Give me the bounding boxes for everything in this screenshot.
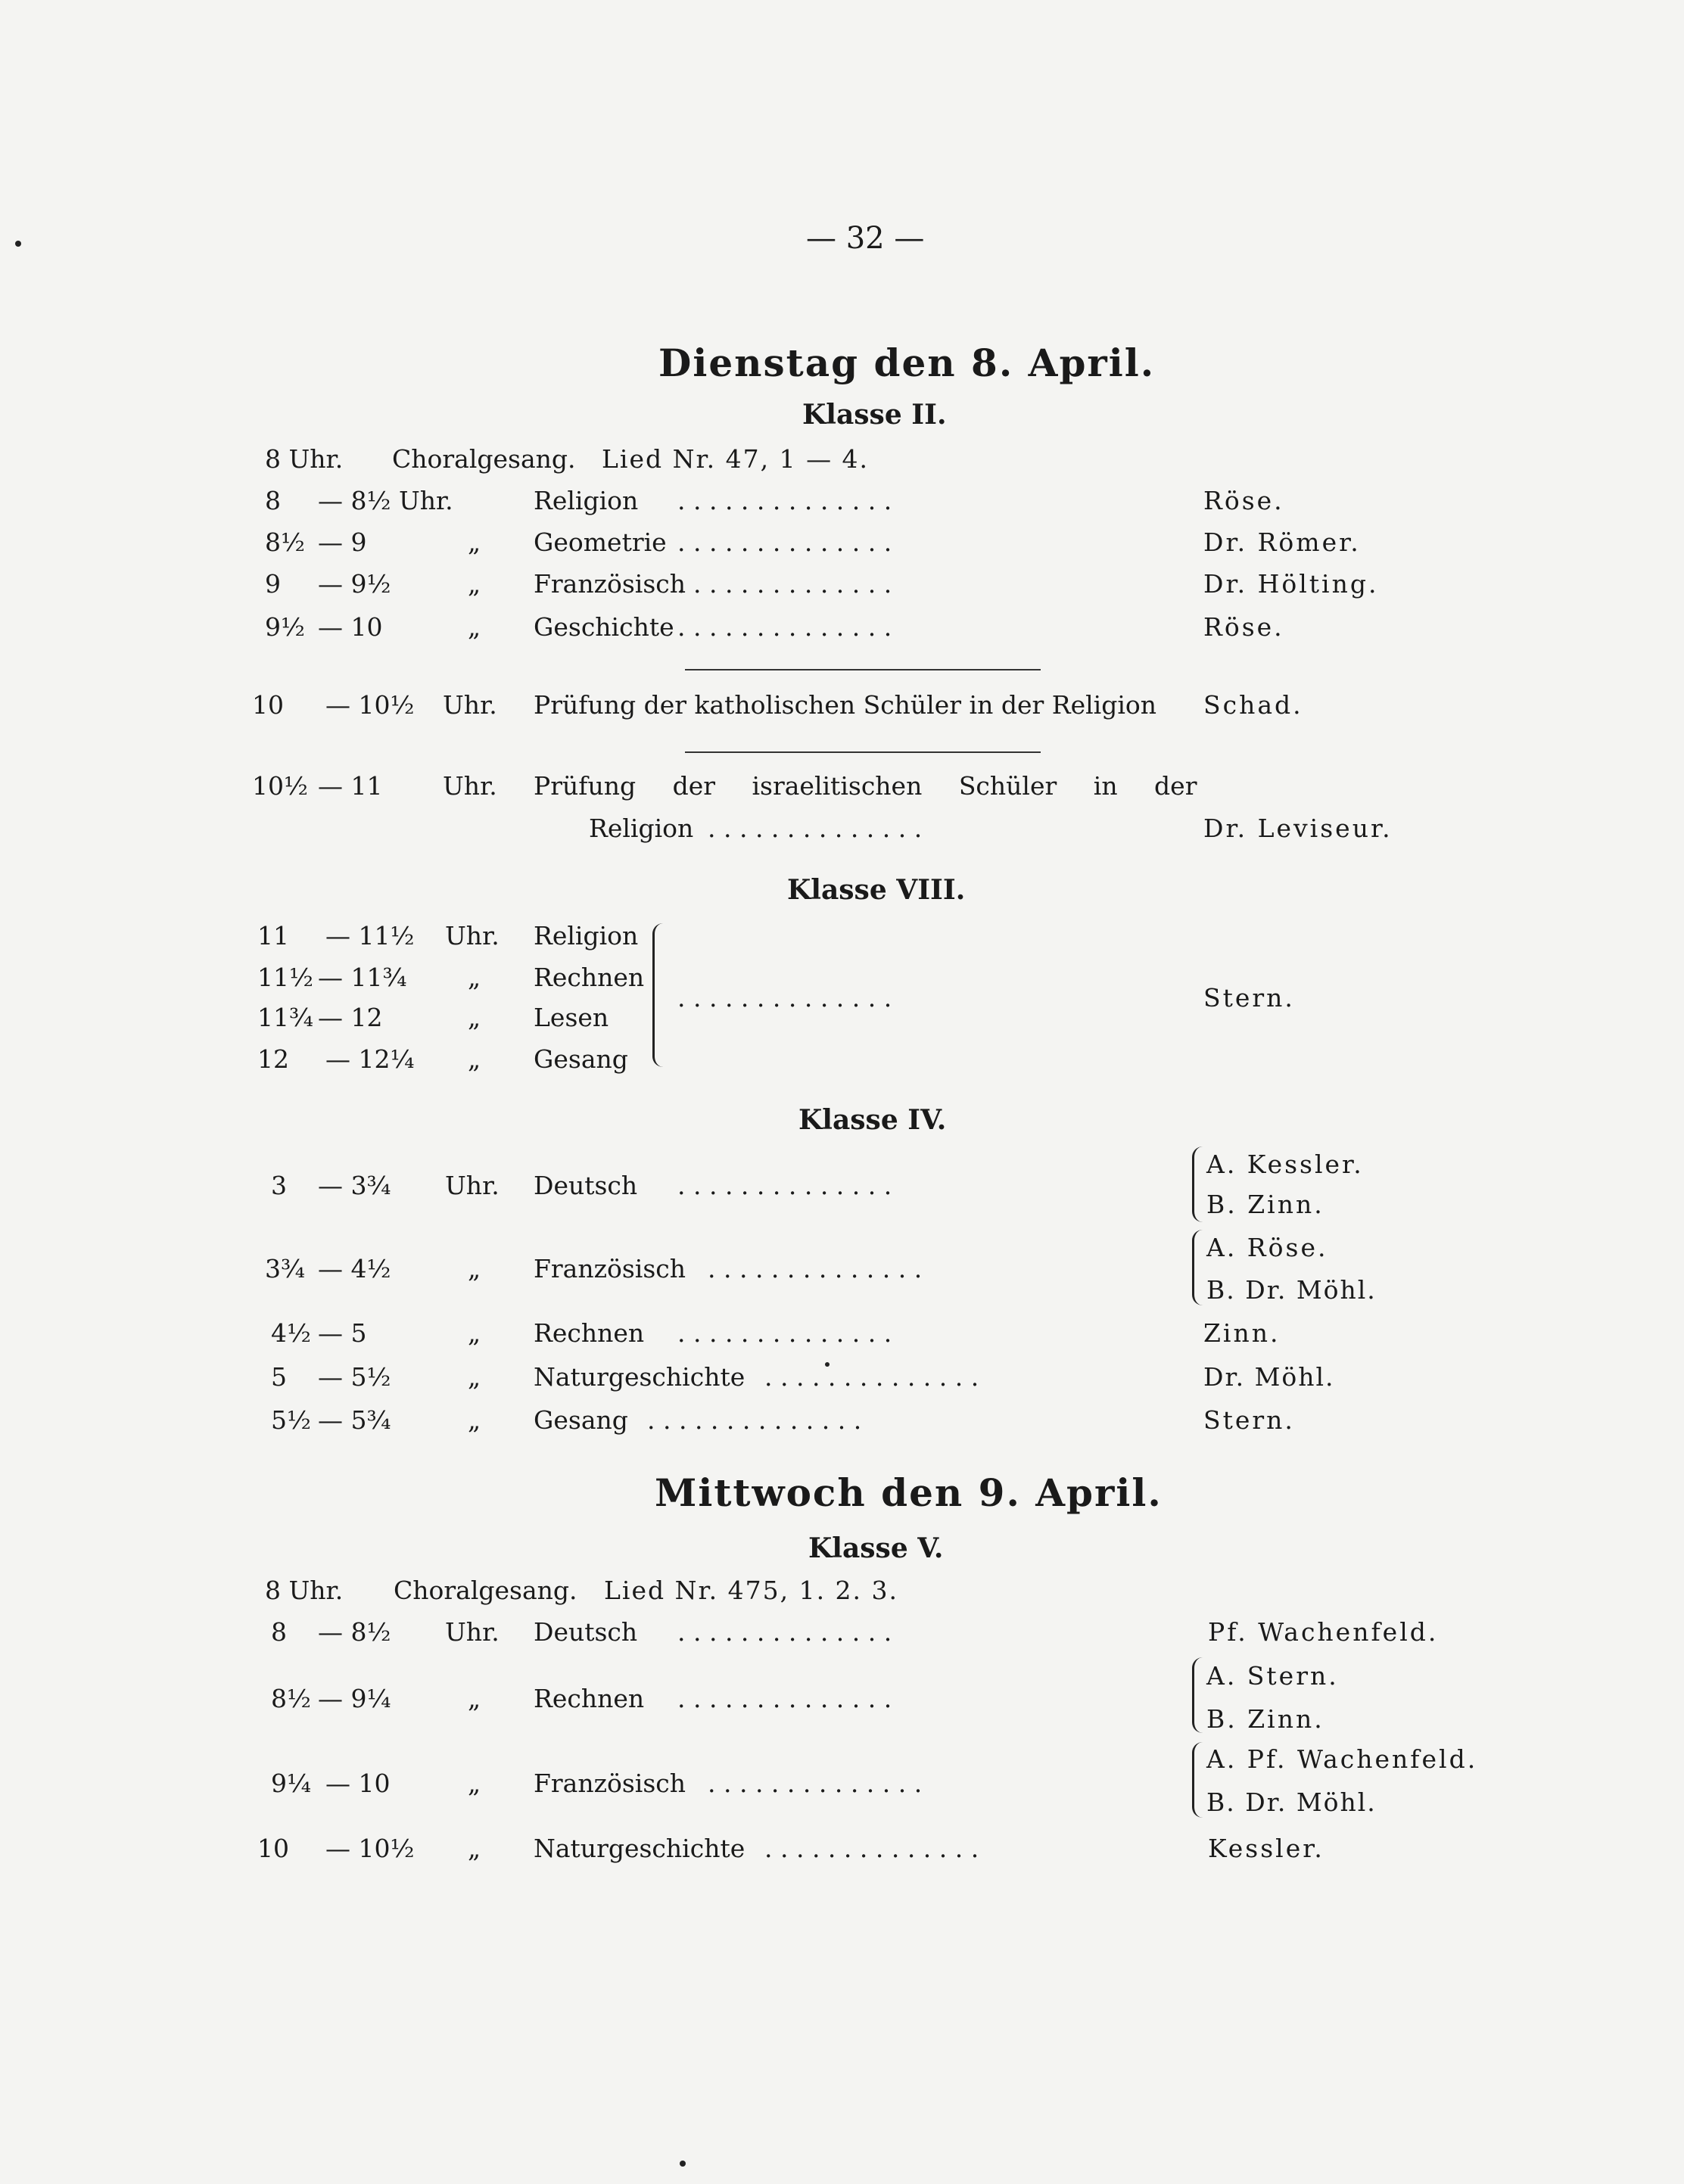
time-to: — 11¾ <box>318 963 407 992</box>
time-from: 8½ <box>271 1684 311 1713</box>
time-from: 8 Uhr. <box>265 444 344 474</box>
time-unit: „ <box>468 612 481 642</box>
time-unit: „ <box>468 1318 481 1348</box>
time-unit: „ <box>468 1003 481 1032</box>
teacher-group-b: B. Zinn. <box>1206 1704 1324 1734</box>
klasse-heading: Klasse VIII. <box>787 874 966 906</box>
time-from: 10½ <box>252 771 308 801</box>
time-from: 3 <box>271 1171 287 1200</box>
dot-leader: . . . . . . . . . . . . . . <box>677 527 892 557</box>
teacher-group-a: A. Röse. <box>1206 1233 1328 1262</box>
hymn-reference: Lied Nr. 47, 1 — 4. <box>602 444 870 474</box>
teacher: Stern. <box>1203 1405 1295 1435</box>
teacher: Zinn. <box>1203 1318 1281 1348</box>
teacher-brace <box>1192 1230 1203 1305</box>
time-from: 9½ <box>265 612 305 642</box>
teacher: Dr. Römer. <box>1203 527 1361 557</box>
teacher-group-a: A. Stern. <box>1206 1661 1339 1691</box>
page-number: — 32 — <box>806 221 925 256</box>
day-heading-dienstag: Dienstag den 8. April. <box>658 341 1156 385</box>
time-to: — 12¼ <box>325 1044 415 1074</box>
dot-leader: . . . . . . . . . . . . . . <box>677 983 892 1013</box>
subject: Französisch <box>534 569 686 599</box>
subject: Deutsch <box>534 1617 638 1647</box>
time-to: — 3¾ <box>318 1171 391 1200</box>
teacher: Röse. <box>1203 486 1284 515</box>
teacher-group-a: A. Pf. Wachenfeld. <box>1206 1744 1478 1774</box>
time-from: 8½ <box>265 527 305 557</box>
dot-leader: . . . . . . . . . . . . . . <box>677 612 892 642</box>
time-from: 11¾ <box>257 1003 313 1032</box>
subject: Geschichte <box>534 612 674 642</box>
time-to: — 10½ <box>325 1834 415 1863</box>
subject: Choralgesang. <box>394 1576 577 1605</box>
subject: Naturgeschichte <box>534 1834 746 1863</box>
time-to: — 10 <box>318 612 383 642</box>
time-to: — 5¾ <box>318 1405 391 1435</box>
subject: Französisch <box>534 1254 686 1283</box>
time-to: — 8½ Uhr. <box>318 486 453 515</box>
time-to: — 9 <box>318 527 367 557</box>
teacher-brace <box>1192 1742 1203 1818</box>
teacher: Dr. Leviseur. <box>1203 814 1393 843</box>
teacher: Röse. <box>1203 612 1284 642</box>
ink-speck <box>15 241 21 247</box>
time-from: 8 <box>271 1617 287 1647</box>
time-unit: „ <box>468 1044 481 1074</box>
time-to: — 8½ <box>318 1617 391 1647</box>
time-unit: „ <box>468 527 481 557</box>
teacher: Schad. <box>1203 690 1303 720</box>
subject: Lesen <box>534 1003 609 1032</box>
time-unit: „ <box>468 1405 481 1435</box>
dot-leader: . . . . . . . . . . . . . . <box>708 814 923 843</box>
dot-leader: . . . . . . . . . . . . . . <box>764 1362 979 1392</box>
teacher: Dr. Möhl. <box>1203 1362 1335 1392</box>
subject: Naturgeschichte <box>534 1362 746 1392</box>
time-unit: „ <box>468 1362 481 1392</box>
time-unit: „ <box>468 569 481 599</box>
time-from: 11 <box>257 921 289 950</box>
time-unit: „ <box>468 1684 481 1713</box>
time-to: — 10 <box>325 1769 391 1798</box>
group-brace <box>652 923 667 1067</box>
teacher-group-b: B. Dr. Möhl. <box>1206 1275 1377 1305</box>
time-unit: „ <box>468 1254 481 1283</box>
time-from: 10 <box>257 1834 289 1863</box>
subject: Religion <box>534 921 639 950</box>
klasse-heading: Klasse IV. <box>798 1104 947 1136</box>
teacher-group-b: B. Dr. Möhl. <box>1206 1787 1377 1817</box>
dot-leader: . . . . . . . . . . . . . . <box>677 1171 892 1200</box>
subject: Religion <box>534 486 639 515</box>
time-unit: Uhr. <box>445 921 500 950</box>
time-from: 12 <box>257 1044 289 1074</box>
dot-leader: . . . . . . . . . . . . . . <box>708 1769 923 1798</box>
teacher: Dr. Hölting. <box>1203 569 1379 599</box>
time-from: 5½ <box>271 1405 311 1435</box>
dot-leader: . . . . . . . . . . . . . . <box>647 1405 862 1435</box>
time-from: 8 <box>265 486 281 515</box>
time-to: — 9¼ <box>318 1684 391 1713</box>
time-unit: „ <box>468 1769 481 1798</box>
time-to: — 5 <box>318 1318 367 1348</box>
teacher-brace <box>1192 1657 1203 1733</box>
subject: Gesang <box>534 1044 628 1074</box>
subject: Prüfung der israelitischen Schüler in der <box>534 771 1197 801</box>
subject: Gesang <box>534 1405 628 1435</box>
dot-leader: . . . . . . . . . . . . . . <box>677 569 892 599</box>
dot-leader: . . . . . . . . . . . . . . <box>764 1834 979 1863</box>
subject: Französisch <box>534 1769 686 1798</box>
day-heading-mittwoch: Mittwoch den 9. April. <box>655 1470 1163 1515</box>
subject: Geometrie <box>534 527 667 557</box>
dot-leader: . . . . . . . . . . . . . . <box>677 1617 892 1647</box>
time-unit: Uhr. <box>443 771 497 801</box>
time-unit: „ <box>468 1834 481 1863</box>
subject: Rechnen <box>534 1684 645 1713</box>
subject: Deutsch <box>534 1171 638 1200</box>
time-unit: Uhr. <box>443 690 497 720</box>
time-from: 3¾ <box>265 1254 305 1283</box>
time-unit: „ <box>468 963 481 992</box>
dot-leader: . . . . . . . . . . . . . . <box>677 1318 892 1348</box>
teacher-group-b: B. Zinn. <box>1206 1190 1324 1219</box>
time-unit: Uhr. <box>445 1171 500 1200</box>
time-unit: Uhr. <box>445 1617 500 1647</box>
time-to: — 10½ <box>325 690 415 720</box>
time-from: 10 <box>252 690 284 720</box>
teacher: Kessler. <box>1208 1834 1324 1863</box>
dot-leader: . . . . . . . . . . . . . . <box>677 486 892 515</box>
time-to: — 4½ <box>318 1254 391 1283</box>
time-to: — 11½ <box>325 921 415 950</box>
time-from: 9¼ <box>271 1769 311 1798</box>
time-to: — 11 <box>318 771 383 801</box>
time-from: 5 <box>271 1362 287 1392</box>
subject-continued: Religion <box>589 814 694 843</box>
time-from: 8 Uhr. <box>265 1576 344 1605</box>
ink-speck <box>680 2161 686 2167</box>
subject: Choralgesang. <box>392 444 576 474</box>
subject: Rechnen <box>534 963 645 992</box>
time-to: — 12 <box>318 1003 383 1032</box>
klasse-heading: Klasse V. <box>808 1532 944 1564</box>
time-from: 9 <box>265 569 281 599</box>
dot-leader: . . . . . . . . . . . . . . <box>708 1254 923 1283</box>
teacher: Pf. Wachenfeld. <box>1208 1617 1439 1647</box>
teacher-brace <box>1192 1146 1203 1222</box>
subject: Prüfung der katholischen Schüler in der Religion <box>534 690 1157 720</box>
hymn-reference: Lied Nr. 475, 1. 2. 3. <box>604 1576 899 1605</box>
klasse-heading: Klasse II. <box>802 399 947 431</box>
time-to: — 5½ <box>318 1362 391 1392</box>
time-from: 4½ <box>271 1318 311 1348</box>
subject: Rechnen <box>534 1318 645 1348</box>
section-rule <box>685 669 1041 670</box>
time-from: 11½ <box>257 963 313 992</box>
teacher: Stern. <box>1203 983 1295 1013</box>
teacher-group-a: A. Kessler. <box>1206 1150 1364 1179</box>
section-rule <box>685 751 1041 753</box>
dot-leader: . . . . . . . . . . . . . . <box>677 1684 892 1713</box>
time-to: — 9½ <box>318 569 391 599</box>
